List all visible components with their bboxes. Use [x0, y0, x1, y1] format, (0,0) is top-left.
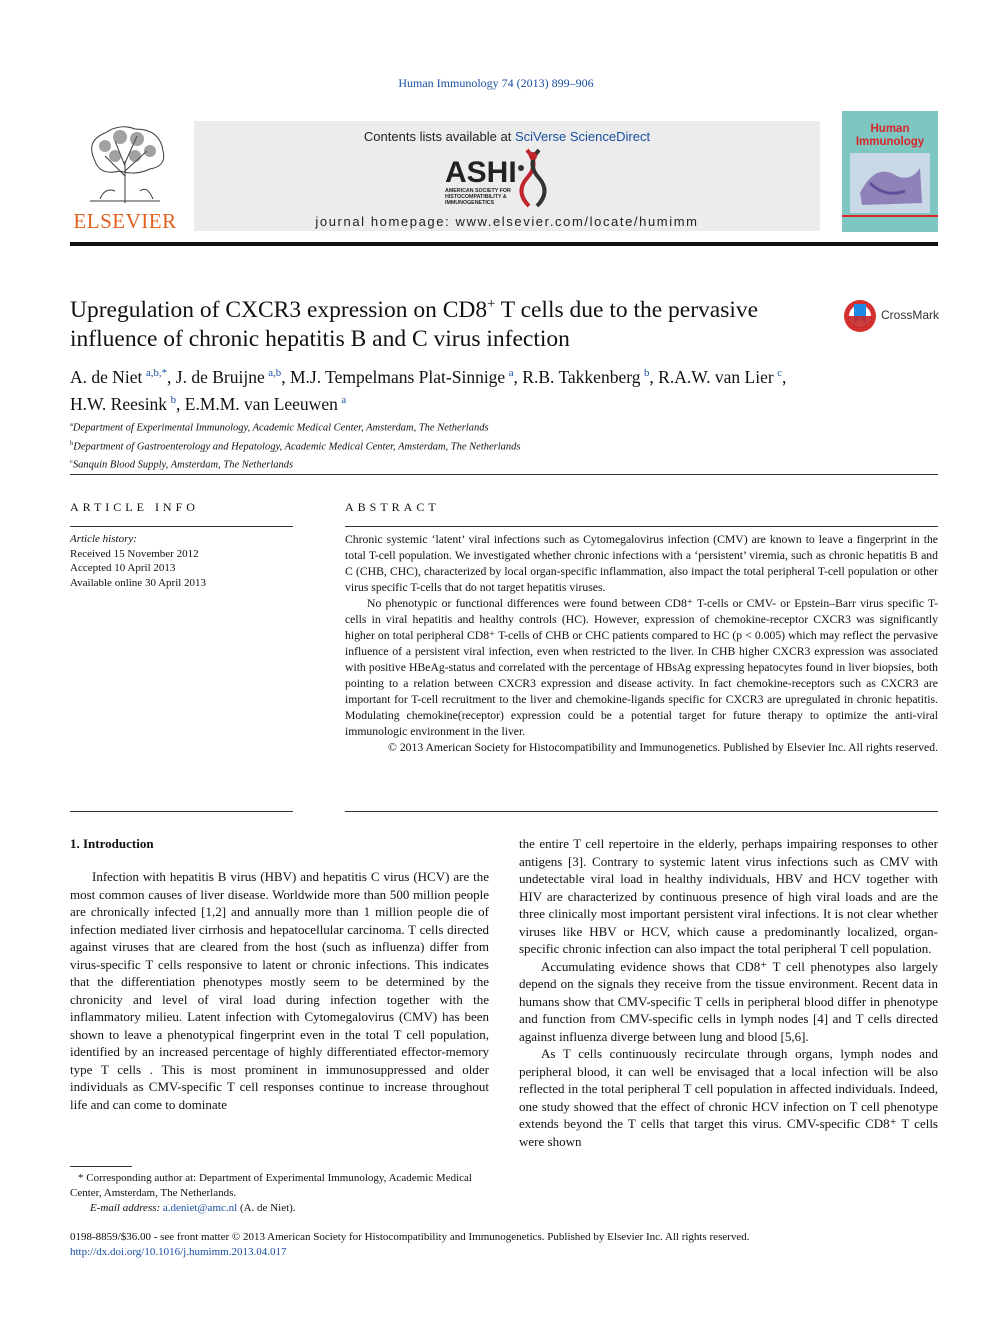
author-name[interactable]: E.M.M. van Leeuwen [184, 393, 338, 414]
contents-available-line [194, 129, 820, 144]
journal-reference[interactable]: Human Immunology 74 (2013) 899–906 [398, 76, 594, 90]
email-suffix: (A. de Niet). [237, 1202, 296, 1214]
author-separator: , [176, 393, 185, 414]
author-affiliation-marker[interactable]: b [644, 367, 650, 379]
affiliation-marker: b [70, 439, 74, 447]
abstract-heading: ABSTRACT [345, 500, 440, 514]
cover-title-line2: Immunology [855, 136, 925, 148]
article-history [70, 532, 293, 590]
author-separator: , [281, 366, 290, 387]
journal-banner [194, 121, 820, 231]
body-column-right [519, 835, 938, 1150]
affiliation-text: Department of Gastroenterology and Hepatology, Academic Medical Center, Amsterdam, The Netherlands [73, 441, 521, 452]
author-name[interactable]: H.W. Reesink [70, 393, 168, 414]
journal-homepage[interactable]: journal homepage: www.elsevier.com/locate/humimm [315, 214, 699, 229]
affiliation-line [70, 417, 938, 436]
cover-stripe [842, 215, 938, 217]
divider [70, 526, 293, 527]
author-affiliation-marker[interactable]: a [508, 367, 514, 379]
article-info-heading: ARTICLE INFO [70, 500, 199, 514]
elsevier-logo[interactable] [70, 121, 180, 231]
svg-text:AMERICAN SOCIETY FOR: AMERICAN SOCIETY FOR [445, 188, 511, 194]
contents-prefix: Contents lists available at [363, 129, 515, 144]
author-separator: , [649, 366, 659, 387]
doi-link[interactable]: http://dx.doi.org/10.1016/j.humimm.2013.04.017 [70, 1246, 287, 1258]
copyright-line: © 2013 American Society for Histocompatibility and Immunogenetics. Published by Elsevier Inc. All rights reserved. [388, 741, 938, 754]
elsevier-tree-icon [75, 121, 175, 205]
footnote [70, 1171, 489, 1216]
author-name[interactable]: R.A.W. van Lier [658, 366, 774, 387]
author-name[interactable]: M.J. Tempelmans Plat-Sinnige [289, 366, 506, 387]
author-name[interactable]: R.B. Takkenberg [522, 366, 641, 387]
abstract-paragraph: Chronic systemic ‘latent’ viral infections such as Cytomegalovirus infection (CMV) are known to leave a fingerprint in the total T-cell population. We investigated whether chronic infections with a ‘persistent’ viremia, such as chronic hepatitis B and C (CHB, CHC), characterized by local organ-specific inflammation, also impact the total peripheral T-cell population or other virus specific T-cells that do not target hepatitis viruses. [345, 533, 938, 594]
abstract-body [345, 532, 938, 756]
elsevier-wordmark: ELSEVIER [73, 209, 177, 233]
divider [345, 811, 938, 812]
body-paragraph: As T cells continuously recirculate through organs, lymph nodes and peripheral blood, it can well be envisaged that a local infection will be also reflected in the total peripheral T cell population in affected individuals. Indeed, one study showed that the effect of chronic HCV infection on T cell phenotype extends beyond the T cells that target this virus. CMV-specific CD8⁺ T cells were shown [519, 1046, 938, 1149]
sciencedirect-link[interactable]: SciVerse ScienceDirect [514, 129, 651, 144]
cover-image-icon [850, 153, 930, 213]
svg-text:IMMUNOGENETICS: IMMUNOGENETICS [445, 200, 495, 206]
email-link[interactable]: a.deniet@amc.nl [162, 1202, 238, 1214]
history-label: Article history: [70, 533, 137, 545]
affiliation-line [70, 454, 938, 473]
cover-title-line1: Human [870, 123, 910, 135]
author-affiliation-marker[interactable]: a,b [268, 367, 282, 379]
journal-cover-thumbnail[interactable] [842, 111, 938, 232]
page-footer [70, 1230, 938, 1260]
crossmark-icon [843, 298, 877, 334]
corresponding-author: * Corresponding author at: Department of Experimental Immunology, Academic Medical Center, Amsterdam, The Netherlands. [70, 1172, 472, 1199]
section-heading: 1. Introduction [70, 836, 154, 851]
affiliation-marker: a [70, 421, 73, 428]
author-separator: , [167, 366, 176, 387]
divider [70, 474, 938, 475]
ashi-logo-text: ASHI [445, 156, 517, 189]
footnote-rule [70, 1166, 132, 1167]
divider [70, 811, 293, 812]
affiliation-marker: c [70, 458, 73, 465]
body-column-left [70, 868, 489, 1113]
accepted-date: Accepted 10 April 2013 [70, 562, 176, 574]
affiliation-text: Sanquin Blood Supply, Amsterdam, The Netherlands [72, 459, 294, 471]
crossmark-label: CrossMark [881, 308, 940, 322]
author-affiliation-marker[interactable]: a [341, 393, 347, 406]
ashi-society-logo[interactable] [445, 146, 571, 212]
affiliations [70, 417, 938, 473]
crossmark-badge[interactable] [843, 298, 943, 334]
journal-header [70, 111, 820, 231]
body-paragraph: Infection with hepatitis B virus (HBV) and hepatitis C virus (HCV) are the most common causes of liver disease. Worldwide more than 500 million people are chronically infected [1,2] and annually more than 1 million people die of infection mediated liver cirrhosis and hepatocellular carcinoma. T cells directed against viruses that are cleared from the host (such as influenza) differ from virus-specific T cells responsive to latent or chronic infections. This indicates that the differentiation phenotypes mostly seem to be determined by the chronicity and level of viral load during infection together with the inflammatory milieu. Latent infection with Cytomegalovirus (CMV) has been shown to leave a phenotypical fingerprint even in the total T cell population, identified by an increased percentage of highly differentiated effector-memory type T cells . This is most prominent in immunosuppressed and older individuals as CMV-specific T cell responses continue to increase throughout life and can come to dominate [70, 869, 489, 1112]
cover-title [848, 123, 932, 149]
affiliation-line [70, 436, 938, 455]
author-list [70, 362, 938, 416]
issn-line: 0198-8859/$36.00 - see front matter © 2013 American Society for Histocompatibility and Immunogenetics. Published by Elsevier Inc. All rights reserved. [70, 1231, 750, 1243]
article-title: Upregulation of CXCR3 expression on CD8+ T cells due to the pervasive influence of chronic hepatitis B and C virus infection [70, 296, 759, 352]
affiliation-text: Department of Experimental Immunology, Academic Medical Center, Amsterdam, The Netherlands [72, 422, 489, 434]
author-affiliation-marker[interactable]: a,b,* [145, 367, 168, 379]
header-rule [70, 242, 938, 246]
received-date: Received 15 November 2012 [70, 547, 199, 560]
author-affiliation-marker[interactable]: c [777, 367, 783, 379]
online-date: Available online 30 April 2013 [70, 576, 207, 589]
body-paragraph: Accumulating evidence shows that CD8⁺ T cell phenotypes also largely depend on the signals they receive from the tissue environment. Recent data in humans show that CMV-specific T cells in peripheral blood differ in phenotype and function from CMV-specific cells in lymph nodes [4] and T cells directed against influenza diverge between lung and blood [5,6]. [519, 958, 938, 1044]
email-label: E-mail address: [90, 1202, 161, 1214]
svg-text:HISTOCOMPATIBILITY &: HISTOCOMPATIBILITY & [445, 194, 507, 200]
body-paragraph: the entire T cell repertoire in the elderly, perhaps impairing responses to other antigens [3]. Contrary to systemic latent virus infections such as CMV with undetectable viral load in healthy individuals, HBV and HCV together with HIV are characterized by continuous presence of high viral loads and are the three clinically most important persistent viral infections. It is not clear whether viruses like HBV or HCV, which cause a predominantly localized, organ-specific chronic infection can also impact the total peripheral T cell population. [519, 836, 938, 956]
author-separator: , [513, 366, 523, 387]
author-name[interactable]: A. de Niet [70, 366, 143, 387]
author-separator: , [782, 366, 787, 387]
author-name[interactable]: J. de Bruijne [175, 366, 265, 387]
author-affiliation-marker[interactable]: b [170, 393, 176, 406]
abstract-paragraph: No phenotypic or functional differences were found between CD8⁺ T-cells or CMV- or Epstein–Barr virus specific T-cells in viral hepatitis and healthy controls (HC). However, expression of chemokine-receptor CXCR3 was significantly higher on total peripheral CD8⁺ T-cells of CHB or CHC patients compared to HC (p < 0.005) which may reflect the pervasive influence of a persistent viral infection, even when restricted to the liver. In CHB higher CXCR3 expression was associated with positive HBeAg-status and correlated with the percentage of HBsAg expressing hepatocytes found in liver biopsies, both pointing to a relation between CXCR3 expression and disease activity. In fact chemokine-receptors such as CXCR3 are important for T-cell recruitment to the liver and chemokine-ligands specific for CXCR3 are upregulated in chronic hepatitis. Modulating chemokine(receptor) expression could be a potential target for future therapy to optimize the anti-viral immunologic environment in the liver. [345, 597, 938, 738]
divider [345, 526, 938, 527]
